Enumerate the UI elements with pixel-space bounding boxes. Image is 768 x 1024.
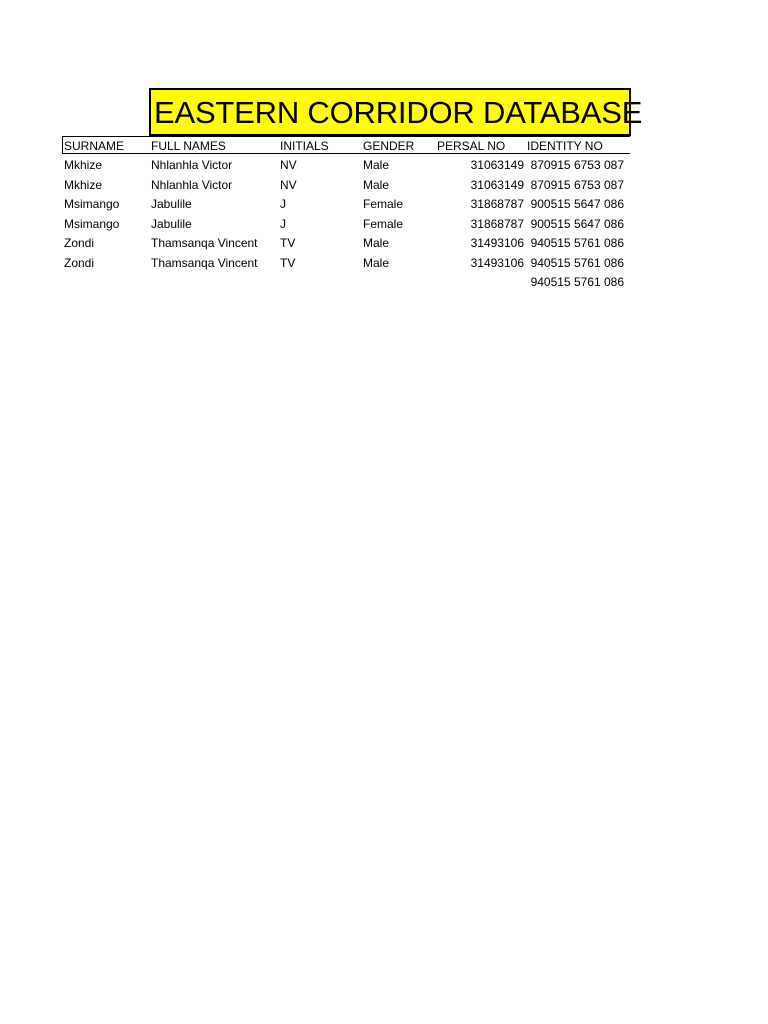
cell-full-names: Jabulile <box>151 217 192 231</box>
cell-initials: J <box>280 197 286 211</box>
cell-identity-no: 940515 5761 086 <box>530 236 624 250</box>
cell-persal-no: 31493106 <box>470 236 524 250</box>
table-row <box>0 177 768 197</box>
header-initials: INITIALS <box>280 139 329 153</box>
header-surname: SURNAME <box>64 139 125 153</box>
cell-gender: Male <box>363 158 390 172</box>
cell-initials: TV <box>280 236 296 250</box>
cell-surname: Zondi <box>64 236 95 250</box>
cell-identity-no: 900515 5647 086 <box>530 197 624 211</box>
header-identity-no: IDENTITY NO <box>527 139 603 153</box>
cell-identity-no: 900515 5647 086 <box>530 217 624 231</box>
cell-full-names: Nhlanhla Victor <box>151 158 233 172</box>
cell-identity-no: 870915 6753 087 <box>530 158 624 172</box>
cell-gender: Female <box>363 197 404 211</box>
cell-surname: Mkhize <box>64 178 103 192</box>
table-row <box>0 255 768 275</box>
cell-persal-no: 31868787 <box>470 217 524 231</box>
header-row <box>0 138 768 158</box>
cell-identity-no: 870915 6753 087 <box>530 178 624 192</box>
cell-initials: J <box>280 217 286 231</box>
cell-persal-no: 31063149 <box>470 158 524 172</box>
title-box <box>149 88 643 136</box>
header-persal-no: PERSAL NO <box>437 139 506 153</box>
table-row <box>0 157 768 177</box>
cell-initials: NV <box>280 178 297 192</box>
cell-identity-no: 940515 5761 086 <box>530 256 624 270</box>
cell-gender: Male <box>363 256 390 270</box>
table-row <box>0 274 768 294</box>
cell-gender: Male <box>363 236 390 250</box>
cell-gender: Male <box>363 178 390 192</box>
cell-persal-no: 31868787 <box>470 197 524 211</box>
cell-persal-no: 31493106 <box>470 256 524 270</box>
cell-initials: TV <box>280 256 296 270</box>
cell-surname: Mkhize <box>64 158 103 172</box>
cell-full-names: Thamsanqa Vincent <box>151 236 258 250</box>
cell-full-names: Nhlanhla Victor <box>151 178 233 192</box>
table-row <box>0 216 768 236</box>
cell-identity-no: 940515 5761 086 <box>530 275 624 289</box>
header-full-names: FULL NAMES <box>151 139 226 153</box>
cell-gender: Female <box>363 217 404 231</box>
header-gender: GENDER <box>363 139 415 153</box>
cell-surname: Msimango <box>64 197 120 211</box>
cell-full-names: Jabulile <box>151 197 192 211</box>
table-row <box>0 235 768 255</box>
cell-surname: Msimango <box>64 217 120 231</box>
cell-full-names: Thamsanqa Vincent <box>151 256 258 270</box>
cell-surname: Zondi <box>64 256 95 270</box>
table-row <box>0 196 768 216</box>
sheet-title: EASTERN CORRIDOR DATABASE <box>154 95 643 130</box>
cell-initials: NV <box>280 158 297 172</box>
cell-persal-no: 31063149 <box>470 178 524 192</box>
